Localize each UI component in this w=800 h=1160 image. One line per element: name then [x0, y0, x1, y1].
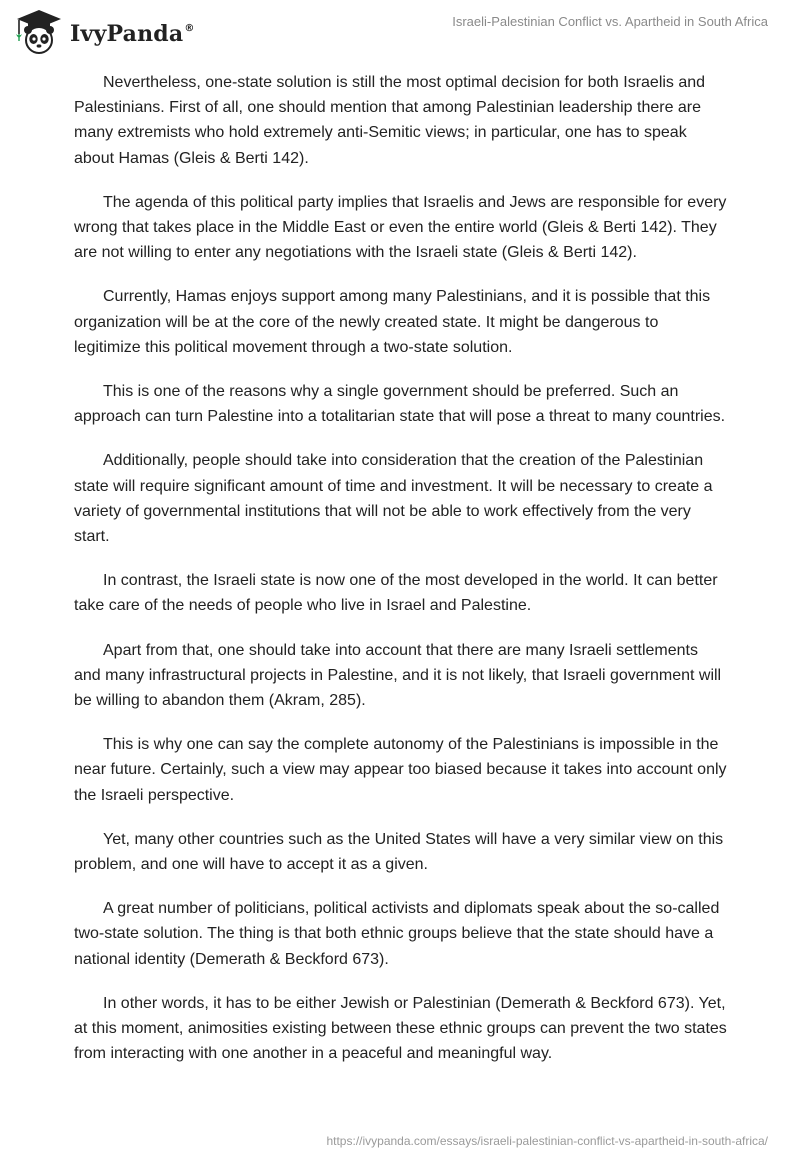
panda-graduate-icon [14, 8, 64, 58]
source-url[interactable]: https://ivypanda.com/essays/israeli-palestinian-conflict-vs-apartheid-in-south-africa/ [326, 1134, 768, 1148]
essay-body [74, 70, 728, 1086]
document-title: Israeli-Palestinian Conflict vs. Apartheid in South Africa [452, 14, 768, 29]
paragraph: Additionally, people should take into consideration that the creation of the Palestinian state will require significant amount of time and investment. It will be necessary to create a variety of governmental institutions that will not be able to work effectively from the very start. [74, 452, 713, 546]
ivypanda-logo[interactable] [14, 8, 195, 58]
paragraph: Nevertheless, one-state solution is still the most optimal decision for both Israelis and Palestinians. First of all, one should mention that among Palestinian leadership there are many extremists who hold extremely anti-Semitic views; in particular, one has to speak about Hamas (Gleis & Berti 142). [74, 74, 706, 167]
paragraph: Yet, many other countries such as the United States will have a very similar view on this problem, and one will have to accept it as a given. [74, 830, 724, 874]
paragraph: A great number of politicians, political activists and diplomats speak about the so-called two-state solution. The thing is that both ethnic groups believe that the state should have a national identity (Demerath & Beckford 673). [74, 900, 720, 968]
paragraph: Currently, Hamas enjoys support among many Palestinians, and it is possible that this organization will be at the core of the newly created state. It might be dangerous to legitimize this political movement through a two-state solution. [74, 288, 711, 356]
paragraph: The agenda of this political party implies that Israelis and Jews are responsible for every wrong that takes place in the Middle East or even the entire world (Gleis & Berti 142). They are not willing to enter any negotiations with the Israeli state (Gleis & Berti 142). [74, 193, 727, 262]
registered-mark: ® [184, 23, 195, 34]
paragraph: This is why one can say the complete autonomy of the Palestinians is impossible in the near future. Certainly, such a view may appear too biased because it takes into account only the Israeli perspective. [74, 736, 727, 804]
paragraph: In contrast, the Israeli state is now one of the most developed in the world. It can better take care of the needs of people who live in Israel and Palestine. [74, 572, 718, 615]
brand-name: IvyPanda® [70, 21, 195, 47]
page-header [0, 0, 800, 64]
paragraph: This is one of the reasons why a single government should be preferred. Such an approach can turn Palestine into a totalitarian state that will pose a threat to many countries. [74, 383, 726, 426]
paragraph: Apart from that, one should take into account that there are many Israeli settlements and many infrastructural projects in Palestine, and it is not likely, that Israeli government will be willing to abandon them (Akram, 285). [74, 641, 722, 710]
paragraph: In other words, it has to be either Jewish or Palestinian (Demerath & Beckford 673). Yet, at this moment, animosities existing between these ethnic groups can prevent the two states from interacting with one another in a peaceful and meaningful way. [74, 994, 727, 1063]
